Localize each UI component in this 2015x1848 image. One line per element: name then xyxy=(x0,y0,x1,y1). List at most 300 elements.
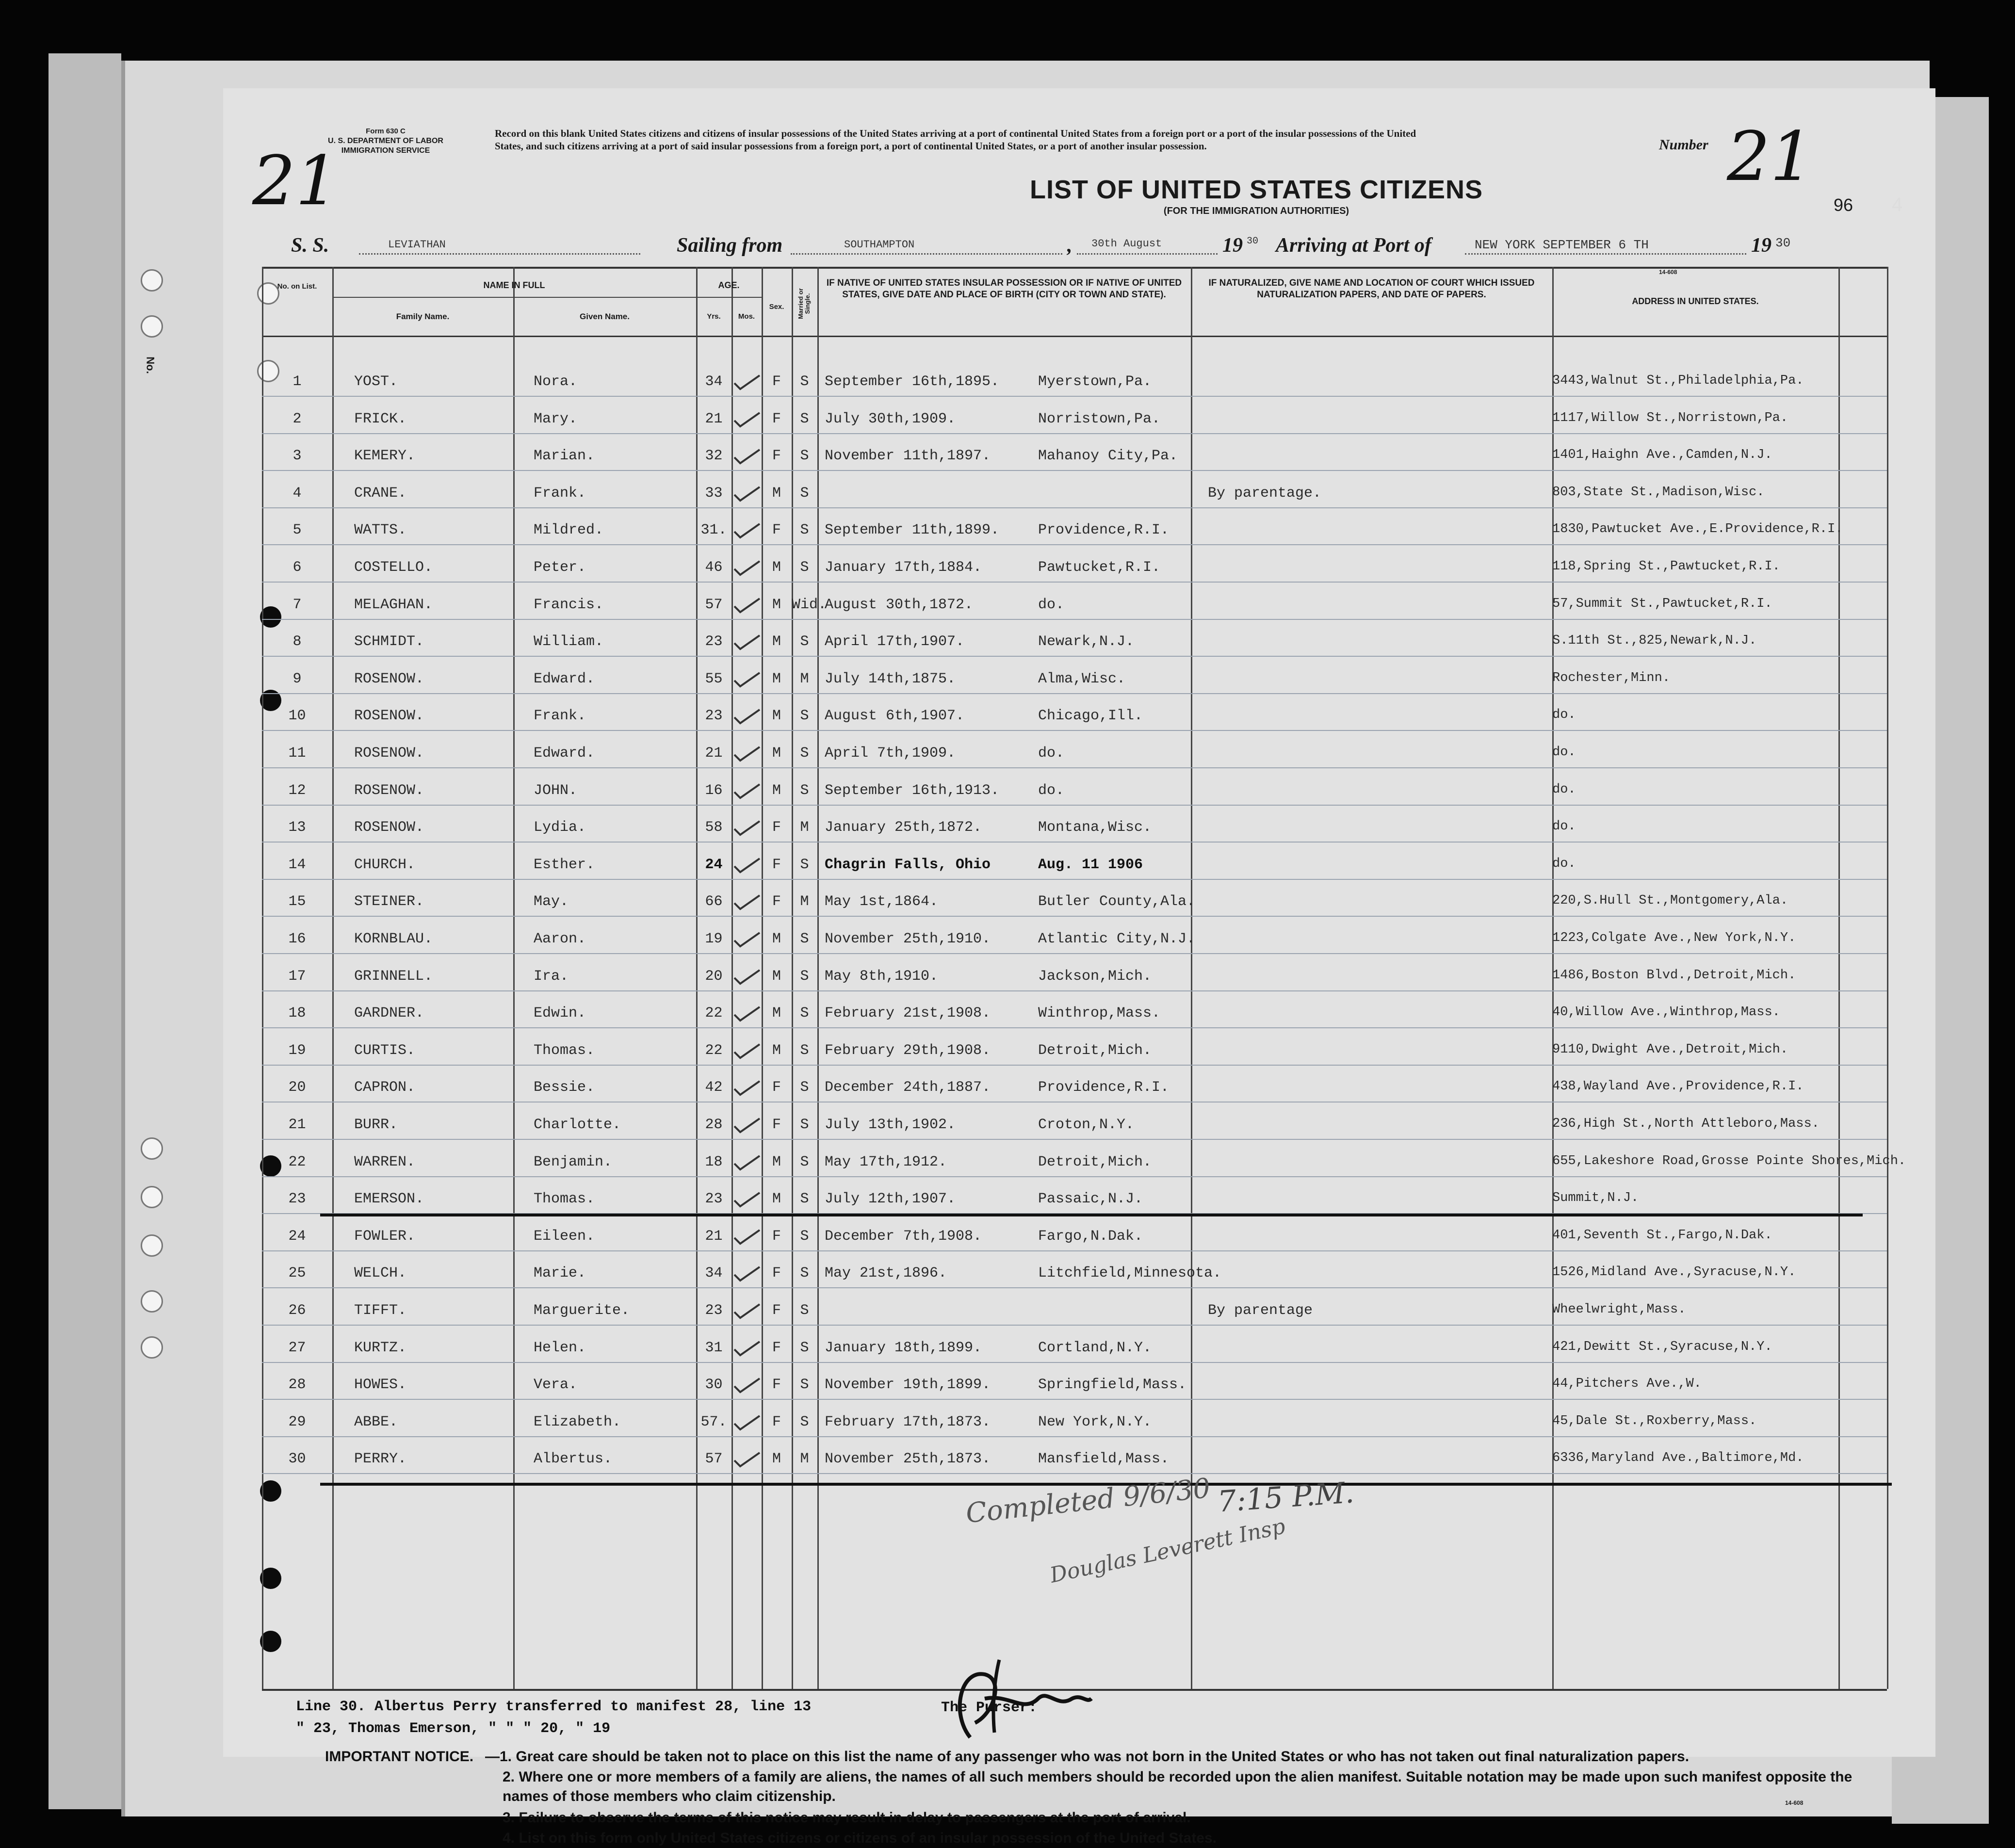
cell-addr: 1117,Willow St.,Norristown,Pa. xyxy=(1552,410,1788,425)
cell-ms: M xyxy=(800,670,809,687)
cell-family: CRANE. xyxy=(354,485,407,502)
check-mark xyxy=(732,1339,762,1358)
printer-mark-bottom: 14-608 xyxy=(1785,1799,1804,1806)
row-rule xyxy=(262,582,1887,583)
cell-yrs: 31 xyxy=(705,1339,723,1356)
cell-bdate: December 7th,1908. xyxy=(825,1228,982,1245)
cell-given: Helen. xyxy=(534,1339,586,1356)
cell-bdate: November 25th,1873. xyxy=(825,1451,991,1468)
row-rule xyxy=(262,1325,1887,1326)
cell-yrs: 31. xyxy=(700,522,727,539)
notice-label: IMPORTANT NOTICE. xyxy=(325,1749,474,1765)
cell-sex: M xyxy=(772,1191,781,1208)
check-mark xyxy=(732,930,762,949)
cell-addr: 803,State St.,Madison,Wisc. xyxy=(1552,485,1765,500)
check-mark xyxy=(732,892,762,912)
cell-family: SCHMIDT. xyxy=(354,633,424,650)
cell-ms: S xyxy=(800,1339,809,1356)
check-mark xyxy=(732,632,762,652)
column-rule xyxy=(817,267,819,1689)
cell-ms: M xyxy=(800,819,809,836)
cell-family: ROSENOW. xyxy=(354,708,424,725)
cell-ms: S xyxy=(800,1117,809,1133)
cell-bdate: December 24th,1887. xyxy=(825,1079,991,1096)
cell-addr: do. xyxy=(1552,745,1576,760)
cell-ms: S xyxy=(800,559,809,576)
row-rule xyxy=(262,656,1887,657)
cell-addr: 9110,Dwight Ave.,Detroit,Mich. xyxy=(1552,1042,1788,1057)
sailing-from-label: Sailing from xyxy=(677,234,783,257)
cell-family: KORNBLAU. xyxy=(354,931,433,947)
check-mark xyxy=(732,410,762,429)
check-mark xyxy=(732,707,762,726)
cell-given: Eileen. xyxy=(534,1228,595,1245)
cell-no: 27 xyxy=(288,1339,306,1356)
check-mark xyxy=(732,1376,762,1395)
cell-bplace: do. xyxy=(1038,596,1065,613)
cell-given: JOHN. xyxy=(534,782,578,799)
check-mark xyxy=(732,1041,762,1061)
cell-yrs: 21 xyxy=(705,745,723,762)
cell-yrs: 21 xyxy=(705,1228,723,1245)
row-rule xyxy=(262,1473,1887,1474)
cell-ms: S xyxy=(800,745,809,762)
cell-sex: F xyxy=(772,448,781,465)
header-family-name: Family Name. xyxy=(396,312,450,321)
column-rule xyxy=(332,267,334,1689)
check-mark xyxy=(732,1153,762,1172)
cell-no: 6 xyxy=(292,559,302,576)
cell-addr: 1830,Pawtucket Ave.,E.Providence,R.I. xyxy=(1552,522,1843,537)
cell-given: William. xyxy=(534,633,604,650)
cell-bplace: Passaic,N.J. xyxy=(1038,1191,1143,1208)
cell-sex: M xyxy=(772,596,781,613)
cell-addr: 1486,Boston Blvd.,Detroit,Mich. xyxy=(1552,968,1796,983)
cell-no: 17 xyxy=(288,968,306,985)
check-mark xyxy=(732,1450,762,1469)
cell-given: Edward. xyxy=(534,745,595,762)
cell-given: Lydia. xyxy=(534,819,586,836)
cell-family: ROSENOW. xyxy=(354,745,424,762)
check-mark xyxy=(732,1413,762,1432)
cell-addr: do. xyxy=(1552,708,1576,723)
cell-given: Esther. xyxy=(534,856,595,873)
row-rule xyxy=(262,1027,1887,1028)
cell-bdate: November 11th,1897. xyxy=(825,448,991,465)
cell-sex: M xyxy=(772,1451,781,1468)
check-mark xyxy=(732,1078,762,1098)
row-rule xyxy=(262,1176,1887,1177)
cell-family: ROSENOW. xyxy=(354,782,424,799)
completed-annotation: Completed 9/6/30 xyxy=(964,1472,1212,1530)
cell-yrs: 66 xyxy=(705,893,723,910)
cell-ms: S xyxy=(800,1042,809,1059)
binder-hole xyxy=(141,1290,163,1313)
check-mark xyxy=(732,1227,762,1247)
cell-given: Bessie. xyxy=(534,1079,595,1096)
notice-item-4: 4. List on this form only United States citizens or citizens of an insular possession of the United States. xyxy=(503,1830,1217,1846)
check-mark xyxy=(732,1301,762,1321)
row-rule xyxy=(262,805,1887,806)
cell-family: FOWLER. xyxy=(354,1228,416,1245)
header-mos: Mos. xyxy=(738,312,755,321)
cell-sex: F xyxy=(772,373,781,390)
cell-bplace: Chicago,Ill. xyxy=(1038,708,1143,725)
cell-given: Albertus. xyxy=(534,1451,613,1468)
row-rule xyxy=(262,767,1887,768)
cell-family: KEMERY. xyxy=(354,448,416,465)
column-rule xyxy=(513,267,515,1689)
row-rule xyxy=(262,693,1887,694)
edge-number: 4 xyxy=(1892,194,1903,215)
cell-family: YOST. xyxy=(354,373,398,390)
cell-given: Nora. xyxy=(534,373,578,390)
cell-ms: S xyxy=(800,856,809,873)
cell-sex: M xyxy=(772,782,781,799)
cell-yrs: 57. xyxy=(700,1413,727,1430)
cell-addr: 421,Dewitt St.,Syracuse,N.Y. xyxy=(1552,1339,1772,1354)
check-mark xyxy=(732,967,762,987)
strike-line-23 xyxy=(320,1214,1863,1216)
page-subtitle: (FOR THE IMMIGRATION AUTHORITIES) xyxy=(1163,206,1349,216)
cell-bdate: Chagrin Falls, Ohio xyxy=(825,856,991,873)
cell-yrs: 22 xyxy=(705,1005,723,1022)
cell-family: PERRY. xyxy=(354,1451,407,1468)
cell-yrs: 20 xyxy=(705,968,723,985)
record-instructions: Record on this blank United States citizens and citizens of insular possessions of the United States arriving at a port of continental United States from a foreign port or a port of the insular possessions of the United States, and such citizens arriving at a port of said insular possessions from a foreign port, a port of continental United States, or a port of another insular possession. xyxy=(495,128,1416,152)
cell-no: 15 xyxy=(288,893,306,910)
cell-family: ROSENOW. xyxy=(354,819,424,836)
cell-family: STEINER. xyxy=(354,893,424,910)
cell-bplace: Newark,N.J. xyxy=(1038,633,1135,650)
inspector-stamp: Douglas Leverett Insp xyxy=(1048,1514,1288,1588)
cell-bplace: Providence,R.I. xyxy=(1038,1079,1170,1096)
cell-yrs: 33 xyxy=(705,485,723,502)
cell-no: 22 xyxy=(288,1153,306,1170)
cell-no: 23 xyxy=(288,1191,306,1208)
cell-no: 16 xyxy=(288,931,306,947)
row-rule xyxy=(262,1250,1887,1251)
cell-bdate: September 11th,1899. xyxy=(825,522,1000,539)
cell-bplace: Providence,R.I. xyxy=(1038,522,1170,539)
cell-family: TIFFT. xyxy=(354,1302,407,1319)
cell-addr: 655,Lakeshore Road,Grosse Pointe Shores,Mich. xyxy=(1552,1153,1906,1168)
cell-ms: S xyxy=(800,1413,809,1430)
footnote-line-30: Line 30. Albertus Perry transferred to manifest 28, line 13 xyxy=(296,1699,812,1715)
cell-family: KURTZ. xyxy=(354,1339,407,1356)
handwritten-number: 21 xyxy=(1727,117,1814,196)
row-rule xyxy=(262,1065,1887,1066)
cell-bplace: Croton,N.Y. xyxy=(1038,1117,1135,1133)
check-mark xyxy=(732,447,762,466)
row-rule xyxy=(262,544,1887,545)
cell-addr: do. xyxy=(1552,782,1576,797)
cell-yrs: 57 xyxy=(705,596,723,613)
cell-addr: Summit,N.J. xyxy=(1552,1191,1639,1206)
cell-ms: Wid. xyxy=(792,596,827,613)
cell-sex: F xyxy=(772,893,781,910)
arriving-year-prefix: 19 xyxy=(1751,234,1771,257)
row-rule xyxy=(262,1139,1887,1140)
check-mark xyxy=(732,1190,762,1209)
cell-given: Peter. xyxy=(534,559,586,576)
cell-given: Frank. xyxy=(534,485,586,502)
cell-given: Marguerite. xyxy=(534,1302,630,1319)
cell-family: MELAGHAN. xyxy=(354,596,433,613)
cell-bplace: Detroit,Mich. xyxy=(1038,1153,1152,1170)
table-top-rule xyxy=(262,267,1887,269)
cell-yrs: 22 xyxy=(705,1042,723,1059)
cell-no: 21 xyxy=(288,1117,306,1133)
cell-no: 8 xyxy=(292,633,302,650)
row-rule xyxy=(262,916,1887,917)
handwritten-list-number: 21 xyxy=(252,142,339,221)
binder-hole xyxy=(141,1137,163,1160)
row-rule xyxy=(262,730,1887,731)
cell-family: WARREN. xyxy=(354,1153,416,1170)
cell-sex: M xyxy=(772,745,781,762)
cell-ms: S xyxy=(800,1079,809,1096)
check-mark xyxy=(732,484,762,503)
cell-addr: 6336,Maryland Ave.,Baltimore,Md. xyxy=(1552,1451,1804,1466)
cell-no: 11 xyxy=(288,745,306,762)
cell-bdate: January 17th,1884. xyxy=(825,559,982,576)
cell-given: Mildred. xyxy=(534,522,604,539)
cell-addr: do. xyxy=(1552,819,1576,834)
sailing-date-line xyxy=(1077,253,1218,255)
cell-family: ROSENOW. xyxy=(354,670,424,687)
cell-bdate: November 19th,1899. xyxy=(825,1377,991,1394)
header-married-or-single: Married or Single. xyxy=(797,288,811,319)
cell-family: ABBE. xyxy=(354,1413,398,1430)
cell-yrs: 55 xyxy=(705,670,723,687)
age-header-rule xyxy=(696,297,762,298)
cell-addr: 1526,Midland Ave.,Syracuse,N.Y. xyxy=(1552,1265,1796,1280)
cell-yrs: 16 xyxy=(705,782,723,799)
cell-bplace: do. xyxy=(1038,782,1065,799)
cell-family: EMERSON. xyxy=(354,1191,424,1208)
cell-bdate: September 16th,1913. xyxy=(825,782,1000,799)
header-age: AGE. xyxy=(718,280,740,290)
cell-yrs: 34 xyxy=(705,373,723,390)
printer-mark: 14-608 xyxy=(1659,269,1677,276)
cell-family: WATTS. xyxy=(354,522,407,539)
cell-addr: 438,Wayland Ave.,Providence,R.I. xyxy=(1552,1079,1804,1094)
cell-ms: S xyxy=(800,968,809,985)
ship-name-line xyxy=(359,253,640,255)
cell-yrs: 57 xyxy=(705,1451,723,1468)
cell-family: GRINNELL. xyxy=(354,968,433,985)
cell-given: Edward. xyxy=(534,670,595,687)
row-rule xyxy=(262,1362,1887,1363)
sailing-date: 30th August xyxy=(1091,238,1162,250)
binder-hole xyxy=(141,1186,163,1208)
check-mark xyxy=(732,818,762,838)
cell-given: Mary. xyxy=(534,410,578,427)
cell-yrs: 42 xyxy=(705,1079,723,1096)
row-rule xyxy=(262,507,1887,508)
cell-bdate: September 16th,1895. xyxy=(825,373,1000,390)
cell-no: 3 xyxy=(292,448,302,465)
check-mark xyxy=(732,744,762,763)
check-mark xyxy=(732,781,762,801)
cell-ms: S xyxy=(800,1377,809,1394)
cell-bplace: Norristown,Pa. xyxy=(1038,410,1161,427)
cell-addr: 236,High St.,North Attleboro,Mass. xyxy=(1552,1117,1820,1131)
cell-sex: M xyxy=(772,485,781,502)
cell-addr: 40,Willow Ave.,Winthrop,Mass. xyxy=(1552,1005,1780,1020)
cell-family: CURTIS. xyxy=(354,1042,416,1059)
cell-ms: S xyxy=(800,448,809,465)
cell-addr: 220,S.Hull St.,Montgomery,Ala. xyxy=(1552,893,1788,908)
cell-sex: F xyxy=(772,410,781,427)
cell-yrs: 28 xyxy=(705,1117,723,1133)
cell-no: 24 xyxy=(288,1228,306,1245)
cell-bdate: August 6th,1907. xyxy=(825,708,965,725)
cell-yrs: 24 xyxy=(705,856,723,873)
cell-no: 20 xyxy=(288,1079,306,1096)
cell-yrs: 46 xyxy=(705,559,723,576)
cell-no: 2 xyxy=(292,410,302,427)
header-naturalized: IF NATURALIZED, GIVE NAME AND LOCATION OF COURT WHICH ISSUED NATURALIZATION PAPERS, AND DATE OF PAPERS. xyxy=(1208,278,1535,300)
binder-hole xyxy=(141,1234,163,1257)
cell-no: 26 xyxy=(288,1302,306,1319)
cell-bdate: July 14th,1875. xyxy=(825,670,956,687)
cell-yrs: 23 xyxy=(705,633,723,650)
cell-bplace: Mahanoy City,Pa. xyxy=(1038,448,1178,465)
cell-no: 28 xyxy=(288,1377,306,1394)
cell-given: May. xyxy=(534,893,569,910)
cell-nat: By parentage xyxy=(1208,1302,1313,1319)
cell-ms: M xyxy=(800,893,809,910)
time-annotation: 7:15 P.M. xyxy=(1216,1475,1355,1519)
cell-bplace: Aug. 11 1906 xyxy=(1038,856,1143,873)
cell-sex: M xyxy=(772,559,781,576)
cell-no: 30 xyxy=(288,1451,306,1468)
cell-sex: F xyxy=(772,856,781,873)
row-rule xyxy=(262,396,1887,397)
notice-item-1: —1. Great care should be taken not to place on this list the name of any passenger who was not born in the United States or who has not taken out final naturalization papers. xyxy=(485,1749,1690,1765)
purser-signature xyxy=(941,1640,1096,1752)
cell-family: COSTELLO. xyxy=(354,559,433,576)
cell-ms: S xyxy=(800,522,809,539)
cell-family: BURR. xyxy=(354,1117,398,1133)
cell-ms: M xyxy=(800,1451,809,1468)
cell-bplace: do. xyxy=(1038,745,1065,762)
cell-bplace: Winthrop,Mass. xyxy=(1038,1005,1161,1022)
cell-bplace: Litchfield,Minnesota. xyxy=(1038,1265,1222,1282)
manifest-sheet xyxy=(223,88,1935,1846)
side-label: No. xyxy=(144,357,157,374)
cell-ms: S xyxy=(800,1302,809,1319)
number-label: Number xyxy=(1659,137,1708,153)
row-rule xyxy=(262,953,1887,954)
cell-ms: S xyxy=(800,373,809,390)
row-rule xyxy=(262,1436,1887,1437)
cell-given: Edwin. xyxy=(534,1005,586,1022)
row-rule xyxy=(262,879,1887,880)
page-title: LIST OF UNITED STATES CITIZENS xyxy=(1030,175,1483,204)
header-no: No. on List. xyxy=(277,282,317,291)
cell-bdate: May 21st,1896. xyxy=(825,1265,947,1282)
year-prefix: 19 xyxy=(1222,234,1243,257)
cell-no: 29 xyxy=(288,1413,306,1430)
cell-family: CHURCH. xyxy=(354,856,416,873)
cell-no: 5 xyxy=(292,522,302,539)
cell-bplace: Pawtucket,R.I. xyxy=(1038,559,1161,576)
cell-bdate: July 12th,1907. xyxy=(825,1191,956,1208)
cell-no: 12 xyxy=(288,782,306,799)
cell-bdate: November 25th,1910. xyxy=(825,931,991,947)
cell-ms: S xyxy=(800,410,809,427)
page-number: 96 xyxy=(1834,195,1853,215)
cell-addr: Wheelwright,Mass. xyxy=(1552,1302,1686,1317)
cell-bdate: January 18th,1899. xyxy=(825,1339,982,1356)
cell-yrs: 21 xyxy=(705,410,723,427)
cell-bplace: Mansfield,Mass. xyxy=(1038,1451,1170,1468)
cell-addr: 44,Pitchers Ave.,W. xyxy=(1552,1377,1702,1392)
cell-sex: M xyxy=(772,1005,781,1022)
sailing-from-line xyxy=(791,253,1062,255)
header-yrs: Yrs. xyxy=(707,312,721,321)
cell-addr: do. xyxy=(1552,856,1576,871)
year-suffix: 30 xyxy=(1247,236,1259,247)
cell-given: Charlotte. xyxy=(534,1117,621,1133)
cell-sex: M xyxy=(772,1042,781,1059)
row-rule xyxy=(262,1287,1887,1288)
cell-yrs: 18 xyxy=(705,1153,723,1170)
cell-ms: S xyxy=(800,708,809,725)
cell-no: 4 xyxy=(292,485,302,502)
cell-bplace: Myerstown,Pa. xyxy=(1038,373,1152,390)
cell-sex: F xyxy=(772,1413,781,1430)
cell-sex: M xyxy=(772,708,781,725)
department-label: U. S. DEPARTMENT OF LABOR xyxy=(328,137,443,145)
cell-family: HOWES. xyxy=(354,1377,407,1394)
cell-yrs: 23 xyxy=(705,708,723,725)
cell-bdate: July 13th,1902. xyxy=(825,1117,956,1133)
cell-no: 9 xyxy=(292,670,302,687)
cell-family: FRICK. xyxy=(354,410,407,427)
row-rule xyxy=(262,990,1887,991)
check-mark xyxy=(732,1004,762,1023)
cell-bdate: August 30th,1872. xyxy=(825,596,974,613)
purser-label: The Purser: xyxy=(941,1700,1038,1716)
cell-ms: S xyxy=(800,1005,809,1022)
cell-bplace: Fargo,N.Dak. xyxy=(1038,1228,1143,1245)
cell-sex: M xyxy=(772,670,781,687)
row-rule xyxy=(262,619,1887,620)
cell-bplace: Springfield,Mass. xyxy=(1038,1377,1187,1394)
cell-no: 10 xyxy=(288,708,306,725)
check-mark xyxy=(732,373,762,392)
cell-bplace: New York,N.Y. xyxy=(1038,1413,1152,1430)
cell-sex: M xyxy=(772,633,781,650)
row-rule xyxy=(262,470,1887,471)
cell-family: WELCH. xyxy=(354,1265,407,1282)
cell-addr: 1401,Haighn Ave.,Camden,N.J. xyxy=(1552,448,1772,463)
check-mark xyxy=(732,856,762,875)
cell-bplace: Cortland,N.Y. xyxy=(1038,1339,1152,1356)
cell-bdate: February 29th,1908. xyxy=(825,1042,991,1059)
cell-sex: F xyxy=(772,1377,781,1394)
form-number: Form 630 C xyxy=(366,127,406,135)
row-rule xyxy=(262,433,1887,434)
cell-given: Thomas. xyxy=(534,1042,595,1059)
cell-bdate: January 25th,1872. xyxy=(825,819,982,836)
cell-sex: F xyxy=(772,1117,781,1133)
header-given-name: Given Name. xyxy=(580,312,630,321)
